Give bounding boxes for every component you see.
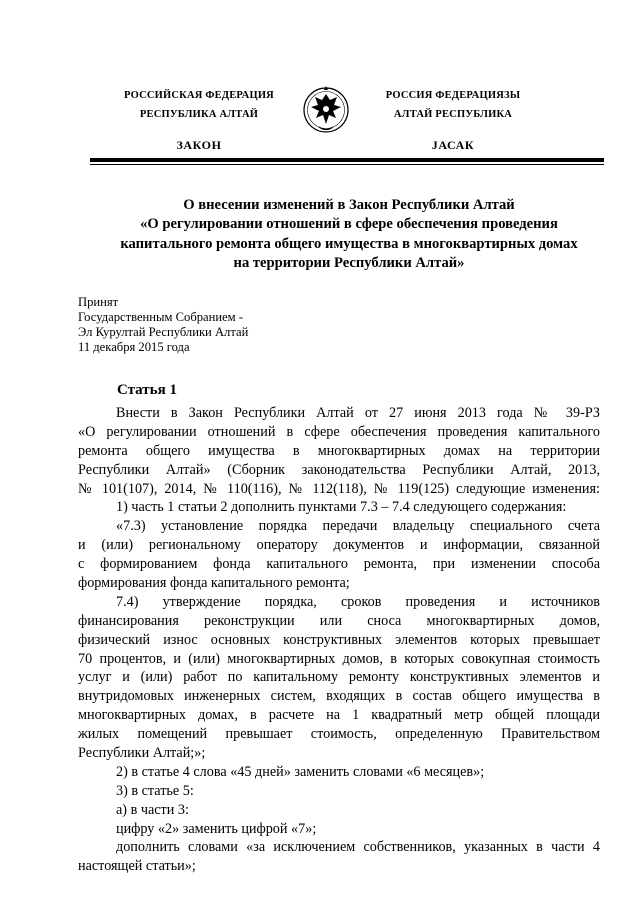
adoption-line: Государственным Собранием -	[78, 310, 243, 324]
adoption-note	[78, 295, 248, 355]
body-line: Республики Алтай;»;	[78, 745, 206, 762]
header-left-republic: РЕСПУБЛИКА АЛТАЙ	[139, 109, 259, 120]
altai-republic-coat-of-arms-icon	[302, 82, 350, 138]
header-left-country: РОССИЙСКАЯ ФЕДЕРАЦИЯ	[124, 90, 274, 101]
body-line: с формированием фонда капитального ремонта, при изменении способа	[78, 556, 600, 573]
body-line: жилых помещений превышает стоимость, определенную Правительством	[78, 726, 600, 743]
body-line: формирования фонда капитального ремонта;	[78, 575, 350, 592]
body-line: настоящей статьи»;	[78, 858, 196, 875]
header-rule-thin	[90, 164, 604, 165]
title-line: О внесении изменений в Закон Республики Алтай	[183, 197, 515, 213]
body-line: 7.4) утверждение порядка, сроков проведения и источников	[116, 593, 600, 610]
title-line: капитального ремонта общего имущества в многоквартирных домах	[120, 235, 578, 252]
body-line: многоквартирных домах, в расчете на 1 квадратный метр общей площади	[78, 707, 600, 724]
body-line: 2) в статье 4 слова «45 дней» заменить словами «6 месяцев»;	[116, 763, 485, 780]
body-line: 1) часть 1 статьи 2 дополнить пунктами 7.3 – 7.4 следующего содержания:	[116, 499, 567, 516]
article-body	[78, 404, 600, 876]
header-right-block	[363, 86, 543, 155]
law-title	[84, 196, 614, 274]
body-line: цифру «2» заменить цифрой «7»;	[116, 820, 317, 837]
body-line: финансирования реконструкции или сноса многоквартирных домов,	[78, 612, 600, 629]
body-line: «О регулировании отношений в сфере обеспечения проведения капитального	[78, 423, 600, 440]
adoption-line: Принят	[78, 295, 119, 309]
header-right-law-label: JАСАК	[431, 138, 475, 152]
body-line: внутридомовых инженерных систем, входящих в состав общего имущества в	[78, 688, 600, 705]
title-line: «О регулировании отношений в сфере обеспечения проведения	[140, 216, 558, 233]
body-line: № 101(107), 2014, № 110(116), № 112(118), № 119(125) следующие изменения:	[78, 480, 600, 497]
body-line: 3) в статье 5:	[116, 782, 194, 799]
article-heading: Статья 1	[117, 382, 177, 398]
body-line: физический износ основных конструктивных элементов которых превышает	[78, 631, 600, 648]
body-line: дополнить словами «за исключением собственников, указанных в части 4	[116, 839, 600, 856]
body-line: услуг и (или) работ по капитальному ремонту конструктивных элементов и	[78, 669, 600, 686]
body-line: 70 процентов, и (или) многоквартирных домов, в которых совокупная стоимость	[78, 650, 600, 667]
header-left-law-label: ЗАКОН	[176, 138, 222, 152]
body-line: Внести в Закон Республики Алтай от 27 июня 2013 года № 39-РЗ	[116, 405, 600, 421]
header-right-country: РОССИЯ ФЕДЕРАЦИЯЗЫ	[385, 90, 521, 101]
header-left-block	[110, 86, 288, 155]
title-line: на территории Республики Алтай»	[233, 255, 465, 272]
body-line: «7.3) установление порядка передачи владельцу специального счета	[116, 518, 600, 535]
header-rule-thick	[90, 158, 604, 162]
adoption-date: 11 декабря 2015 года	[78, 340, 190, 354]
body-line: ремонта общего имущества в многоквартирных домах на территории	[78, 442, 600, 459]
header-right-republic: АЛТАЙ РЕСПУБЛИКА	[393, 109, 513, 120]
body-line: а) в части 3:	[116, 801, 189, 818]
body-line: Республики Алтай» (Сборник законодательства Республики Алтай, 2013,	[78, 461, 600, 478]
adoption-line: Эл Курултай Республики Алтай	[78, 325, 249, 339]
body-line: и (или) региональному оператору документов и информации, связанной	[78, 537, 600, 554]
